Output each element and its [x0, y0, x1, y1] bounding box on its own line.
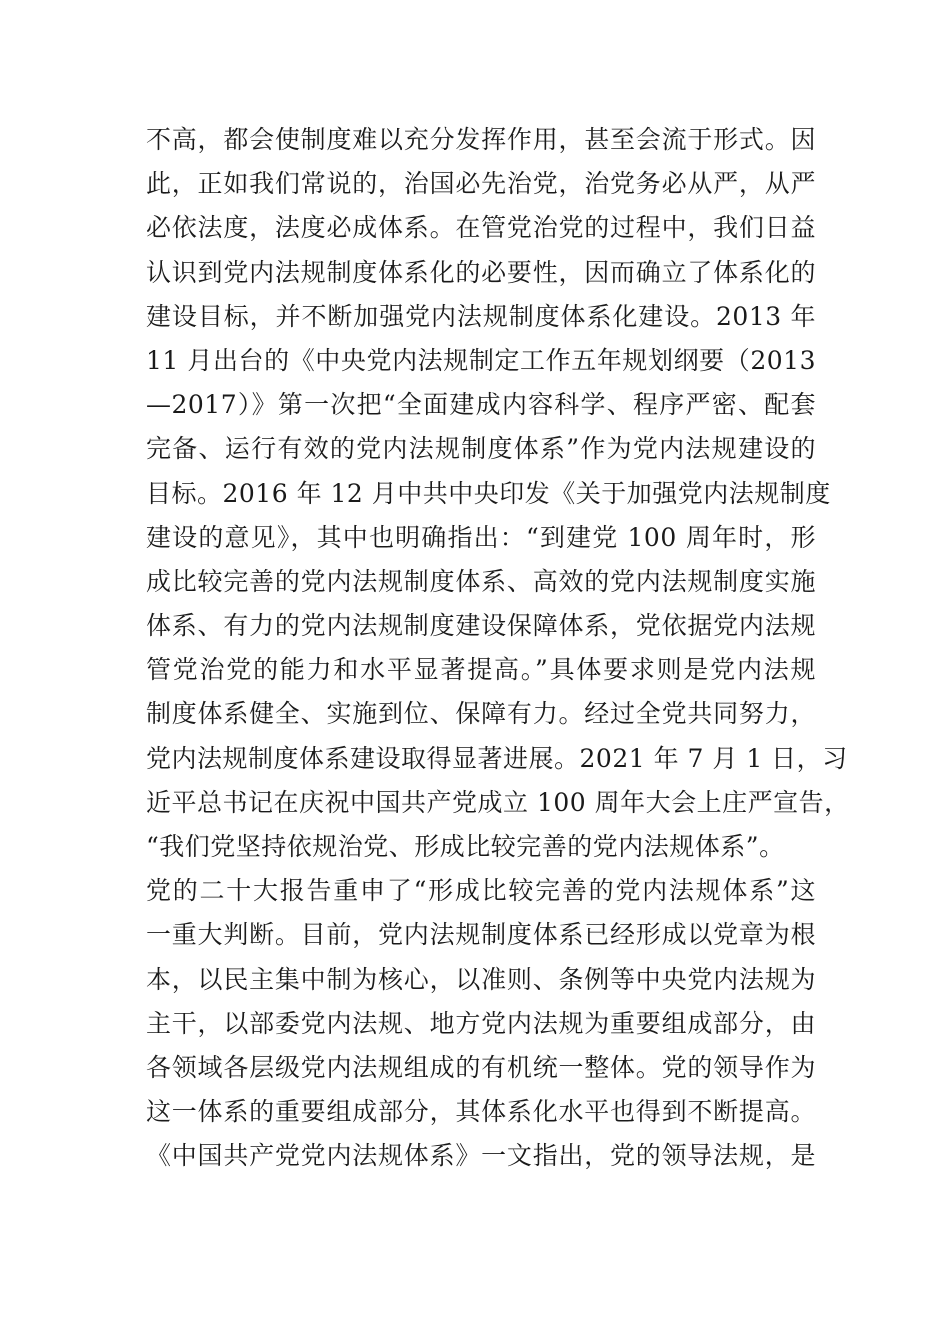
text-line: 建设的意见》，其中也明确指出：“到建党 100 周年时，形	[146, 522, 816, 552]
text-line: 制度体系健全、实施到位、保障有力。经过全党共同努力，	[146, 699, 816, 729]
text-line: —2017）》第一次把“全面建成内容科学、程序严密、配套	[146, 390, 816, 420]
text-line: 成比较完善的党内法规制度体系、高效的党内法规制度实施	[146, 566, 816, 596]
text-line: 完备、运行有效的党内法规制度体系”作为党内法规建设的	[146, 434, 816, 464]
text-line: 11 月出台的《中央党内法规制定工作五年规划纲要（2013	[146, 345, 816, 375]
text-line: 近平总书记在庆祝中国共产党成立 100 周年大会上庄严宣告，	[146, 787, 850, 817]
text-line: 这一体系的重要组成部分，其体系化水平也得到不断提高。	[146, 1097, 816, 1127]
body-text	[146, 118, 850, 1179]
text-line: 体系、有力的党内法规制度建设保障体系，党依据党内法规	[146, 611, 816, 641]
text-line: 党的二十大报告重申了“形成比较完善的党内法规体系”这	[146, 876, 816, 906]
text-line: 建设目标，并不断加强党内法规制度体系化建设。2013 年	[146, 301, 816, 331]
text-line: 一重大判断。目前，党内法规制度体系已经形成以党章为根	[146, 920, 816, 950]
text-line: 本，以民主集中制为核心，以准则、条例等中央党内法规为	[146, 964, 816, 994]
text-line: 各领域各层级党内法规组成的有机统一整体。党的领导作为	[146, 1052, 816, 1082]
text-line: 党内法规制度体系建设取得显著进展。2021 年 7 月 1 日，习	[146, 743, 848, 773]
text-line: “我们党坚持依规治党、形成比较完善的党内法规体系”。	[146, 832, 785, 861]
text-line: 不高，都会使制度难以充分发挥作用，甚至会流于形式。因	[146, 125, 816, 154]
text-line: 《中国共产党党内法规体系》一文指出，党的领导法规，是	[146, 1141, 816, 1171]
text-line: 主干，以部委党内法规、地方党内法规为重要组成部分，由	[146, 1008, 816, 1038]
text-line: 管党治党的能力和水平显著提高。”具体要求则是党内法规	[146, 655, 816, 685]
text-line: 认识到党内法规制度体系化的必要性，因而确立了体系化的	[146, 257, 816, 287]
text-line: 必依法度，法度必成体系。在管党治党的过程中，我们日益	[146, 213, 816, 243]
text-line: 目标。2016 年 12 月中共中央印发《关于加强党内法规制度	[146, 478, 831, 508]
text-line: 此，正如我们常说的，治国必先治党，治党务必从严，从严	[146, 169, 816, 199]
